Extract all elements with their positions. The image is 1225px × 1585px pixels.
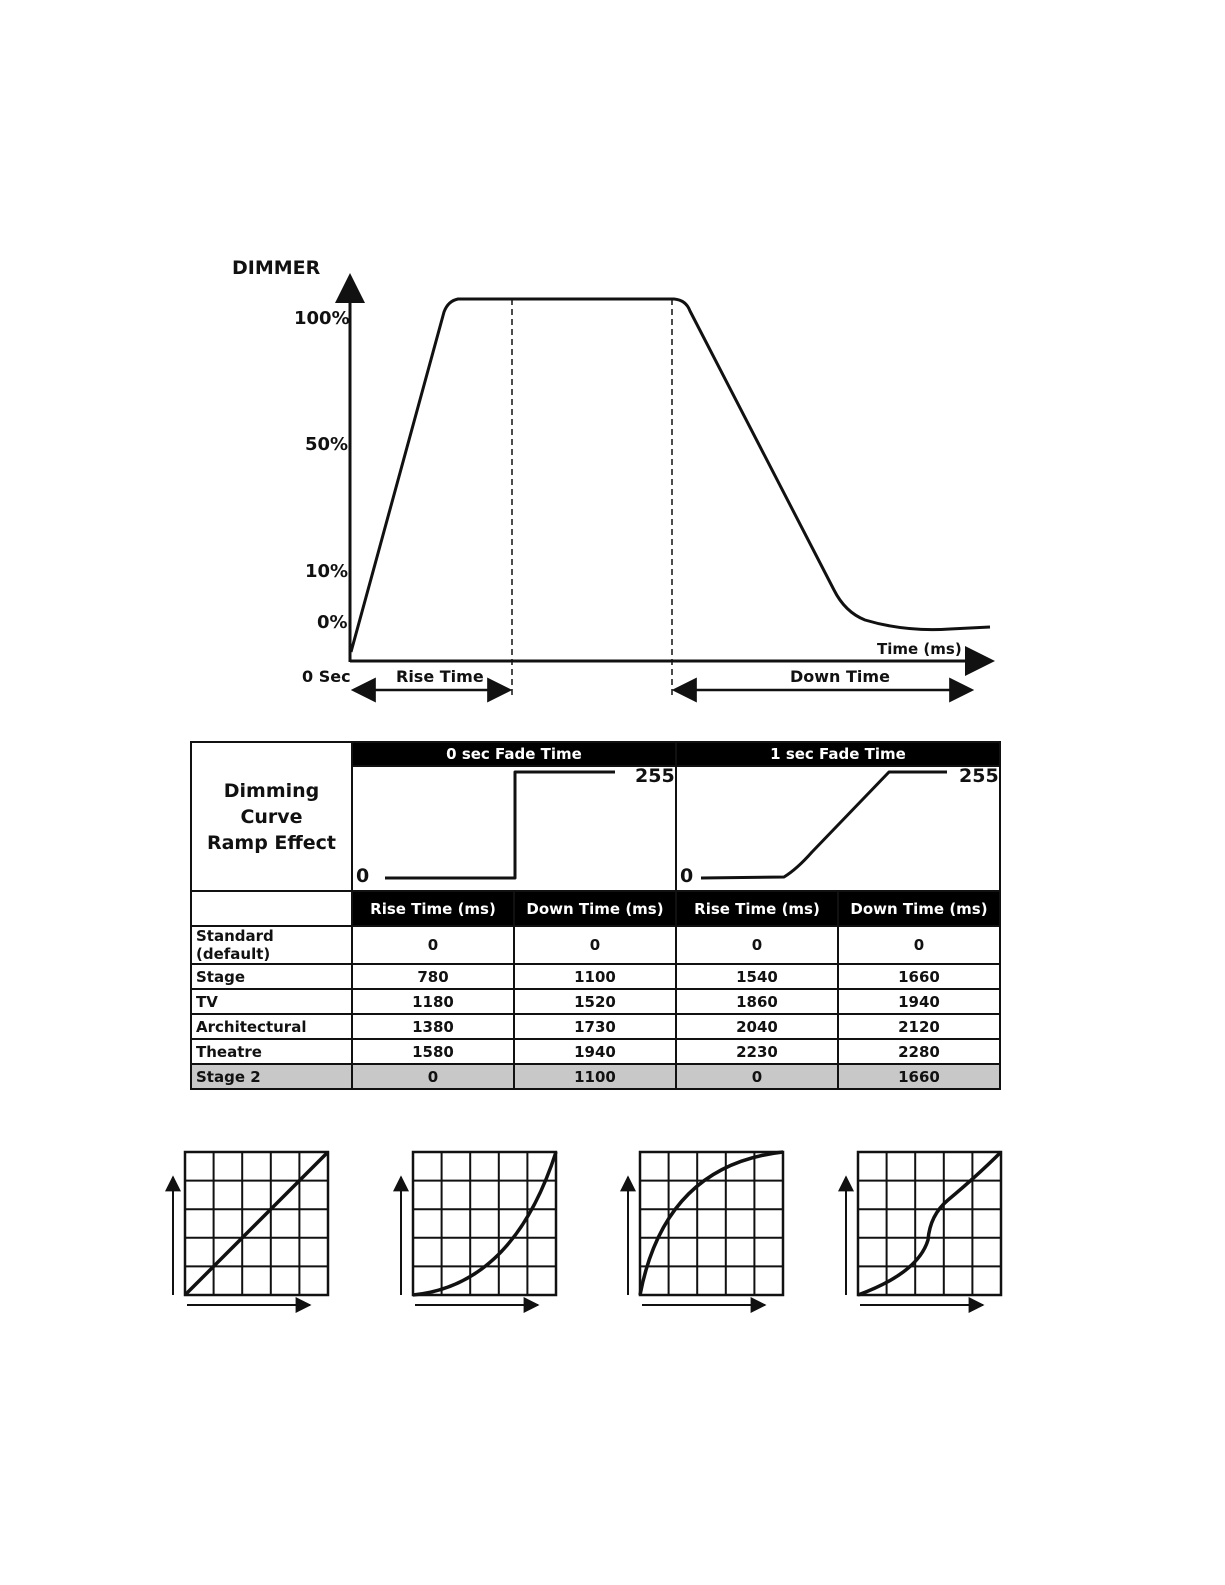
row-cell: 1580 xyxy=(352,1039,514,1064)
step-curve xyxy=(353,767,675,890)
inverse-square-curve-diagram xyxy=(620,1145,790,1325)
col-header: Down Time (ms) xyxy=(838,891,1000,926)
blank-header-cell xyxy=(191,891,352,926)
fade0-curve-cell xyxy=(352,766,676,891)
row-cell: 1940 xyxy=(514,1039,676,1064)
row-cell: 1100 xyxy=(514,1064,676,1089)
row-cell: 1940 xyxy=(838,989,1000,1014)
row-cell: 1540 xyxy=(676,964,838,989)
row-name: Stage xyxy=(191,964,352,989)
row-cell: 780 xyxy=(352,964,514,989)
row-name: Architectural xyxy=(191,1014,352,1039)
x-axis-title: Time (ms) xyxy=(877,640,962,658)
square-curve-diagram xyxy=(393,1145,563,1325)
rise-time-label: Rise Time xyxy=(396,667,484,686)
origin-label: 0 Sec xyxy=(302,667,351,686)
row-cell: 1180 xyxy=(352,989,514,1014)
row-cell: 1380 xyxy=(352,1014,514,1039)
table-row-highlighted xyxy=(191,1064,1000,1089)
dimmer-ramp-diagram xyxy=(0,0,1225,730)
dimmer-curve xyxy=(351,299,990,652)
row-cell: 0 xyxy=(676,926,838,964)
table-row xyxy=(191,964,1000,989)
row-name: Standard (default) xyxy=(191,926,352,964)
row-cell: 1100 xyxy=(514,964,676,989)
y-axis-title: DIMMER xyxy=(232,257,321,279)
table-title-line2: Ramp Effect xyxy=(206,831,337,854)
table-row xyxy=(191,1039,1000,1064)
row-cell: 0 xyxy=(352,926,514,964)
fade1-curve-cell xyxy=(676,766,1000,891)
row-cell: 1660 xyxy=(838,1064,1000,1089)
fade0-max-label: 255 xyxy=(635,765,675,787)
ramp-effect-table xyxy=(190,741,1001,1090)
s-curve xyxy=(858,1152,1001,1295)
table-title-line1: Dimming Curve xyxy=(223,779,320,828)
ramp-curve xyxy=(677,767,999,890)
fade1-min-label: 0 xyxy=(680,865,694,887)
row-cell: 0 xyxy=(676,1064,838,1089)
fade1-header: 1 sec Fade Time xyxy=(676,742,1000,766)
table-row xyxy=(191,926,1000,964)
down-time-label: Down Time xyxy=(790,667,890,686)
row-cell: 2280 xyxy=(838,1039,1000,1064)
y-tick-100: 100% xyxy=(294,308,350,329)
table-row xyxy=(191,989,1000,1014)
table-title-cell xyxy=(191,742,352,891)
row-cell: 0 xyxy=(514,926,676,964)
row-cell: 1660 xyxy=(838,964,1000,989)
col-header: Rise Time (ms) xyxy=(352,891,514,926)
row-cell: 2040 xyxy=(676,1014,838,1039)
row-name: TV xyxy=(191,989,352,1014)
s-curve-diagram xyxy=(838,1145,1008,1325)
inverse-square-curve xyxy=(640,1152,783,1295)
y-tick-10: 10% xyxy=(305,561,349,582)
row-cell: 2230 xyxy=(676,1039,838,1064)
row-cell: 0 xyxy=(352,1064,514,1089)
row-cell: 1520 xyxy=(514,989,676,1014)
row-cell: 0 xyxy=(838,926,1000,964)
row-cell: 1860 xyxy=(676,989,838,1014)
fade1-max-label: 255 xyxy=(959,765,999,787)
row-name: Theatre xyxy=(191,1039,352,1064)
row-cell: 2120 xyxy=(838,1014,1000,1039)
y-tick-0: 0% xyxy=(317,612,348,633)
row-cell: 1730 xyxy=(514,1014,676,1039)
row-name: Stage 2 xyxy=(191,1064,352,1089)
fade0-header: 0 sec Fade Time xyxy=(352,742,676,766)
col-header: Down Time (ms) xyxy=(514,891,676,926)
square-curve xyxy=(413,1152,556,1295)
table-row xyxy=(191,1014,1000,1039)
linear-curve xyxy=(185,1152,328,1295)
col-header: Rise Time (ms) xyxy=(676,891,838,926)
y-tick-50: 50% xyxy=(305,434,349,455)
fade0-min-label: 0 xyxy=(356,865,370,887)
linear-curve-diagram xyxy=(165,1145,335,1325)
